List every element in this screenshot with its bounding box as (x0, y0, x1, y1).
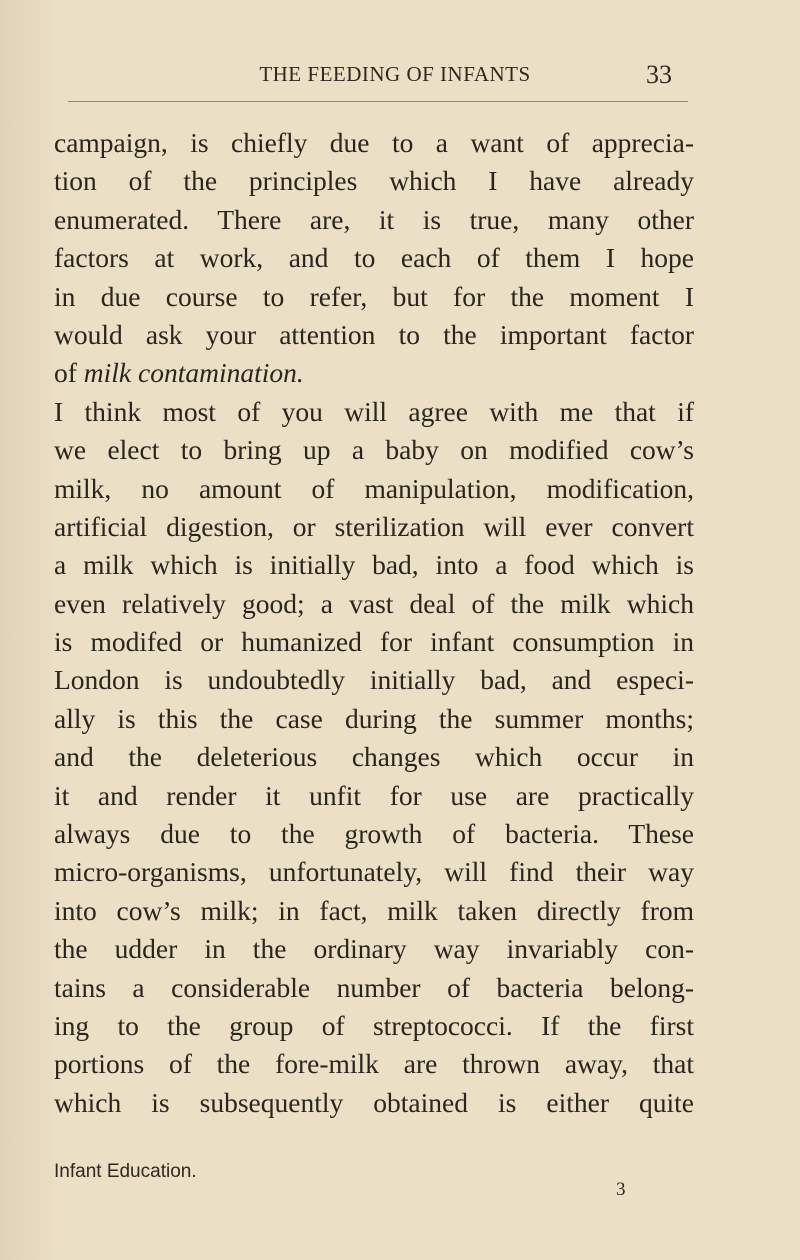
page-number: 33 (646, 60, 672, 89)
header-rule (68, 101, 688, 102)
text-line: enumerated. There are, it is true, many other (54, 203, 694, 235)
line-prefix: of (54, 357, 84, 389)
text-line: campaign, is chiefly due to a want of apprecia- (54, 127, 694, 158)
text-line: and the deleterious changes which occur in (54, 741, 694, 773)
sheet-number: 3 (616, 1179, 626, 1200)
text-line: we elect to bring up a baby on modified cow’s (54, 434, 694, 466)
text-line: ally is this the case during the summer months; (54, 702, 694, 734)
text-line: even relatively good; a vast deal of the milk which (54, 587, 694, 619)
text-line: tains a considerable number of bacteria belong- (54, 971, 694, 1003)
text-line: always due to the growth of bacteria. These (54, 818, 694, 850)
text-line: I think most of you will agree with me that if (54, 395, 694, 427)
text-line: the udder in the ordinary way invariably con- (54, 933, 694, 965)
text-line: is modifed or humanized for infant consumption in (54, 626, 694, 658)
text-line: tion of the principles which I have already (54, 165, 694, 197)
text-line: which is subsequently obtained is either quite (54, 1086, 694, 1118)
page-footer (54, 1161, 694, 1201)
signature-line: Infant Education. (54, 1161, 197, 1182)
running-head: THE FEEDING OF INFANTS (259, 62, 531, 86)
text-line: it and render it unfit for use are practically (54, 779, 694, 811)
text-line: would ask your attention to the important factor (54, 318, 694, 350)
text-line: portions of the fore-milk are thrown away, that (54, 1048, 694, 1080)
text-line: in due course to refer, but for the moment I (54, 280, 694, 312)
text-line: a milk which is initially bad, into a food which is (54, 549, 694, 581)
text-line: ing to the group of streptococci. If the first (54, 1009, 694, 1041)
emphasis-milk-contamination: milk contamination. (83, 357, 304, 389)
text-line: into cow’s milk; in fact, milk taken directly from (54, 894, 694, 926)
text-line: milk, no amount of manipulation, modification, (54, 472, 694, 504)
paragraph-end-line (54, 354, 694, 392)
body-text (54, 124, 694, 1122)
text-line: London is undoubtedly initially bad, and especi- (54, 664, 694, 696)
text-line: artificial digestion, or sterilization will ever convert (54, 510, 694, 542)
text-line: micro-organisms, unfortunately, will find their way (54, 856, 694, 888)
text-line: factors at work, and to each of them I hope (54, 242, 694, 274)
